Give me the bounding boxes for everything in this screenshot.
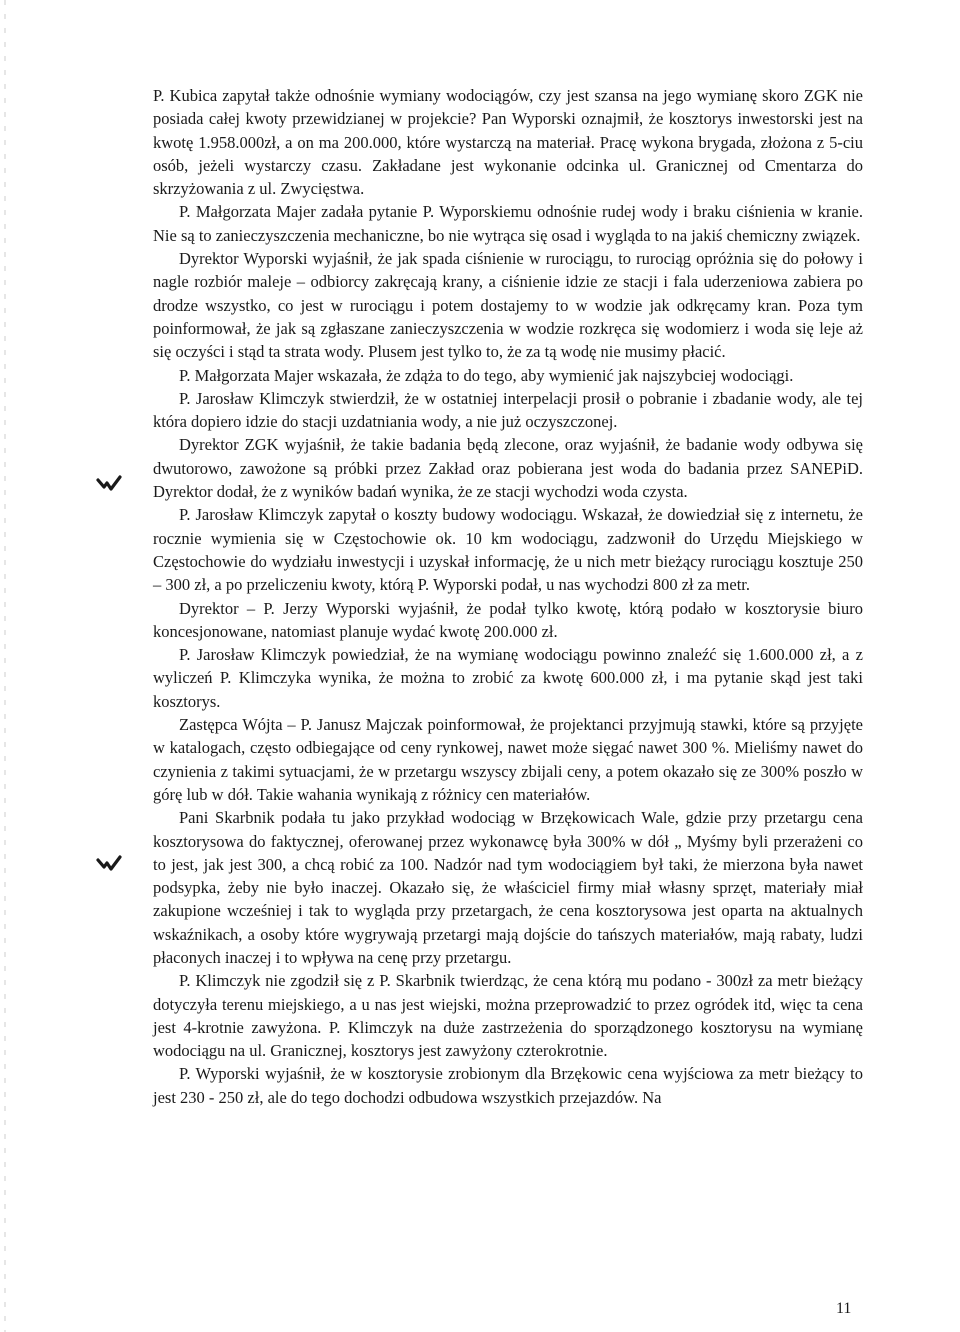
scan-edge-artifact [4, 0, 6, 1332]
page-number: 11 [836, 1300, 852, 1317]
paragraph: P. Małgorzata Majer wskazała, że zdąża to do tego, aby wymienić jak najszybciej wodociągi. [179, 365, 794, 385]
paragraph: P. Jarosław Klimczyk zapytał o koszty budowy wodociągu. Wskazał, że dowiedział się z internetu, że rocznie wymienia się w Częstochowie ok. 10 km wodociągu, zadzwonił do Urzędu Miejskiego w Częstochowie do wydziału inwestycji i uzyskał informację, że u nich metr bieżący rurociągu kosztuje 250 – 300 zł, a po przeliczeniu kwoty, którą P. Wyporski podał, u nas wychodzi 800 zł za metr. [153, 505, 863, 595]
paragraph: Dyrektor Wyporski wyjaśnił, że jak spada ciśnienie w rurociągu, to rurociąg opróżnia się do połowy i nagle rozbiór maleje – odbiorcy zakręcają krany, a ciśnienie idzie ze stacji i fala uderzeniowa zabiera po drodze wszystko, co jest w rurociągu i potem dostajemy to w wodzie jak odkręcamy kran. Poza tym poinformował, że jak są zgłaszane zanieczyszczenia w wodzie rozkręca się wodomierz i woda się leje aż się oczyści i stąd ta strata wody. Plusem jest tylko to, że za tą wodę nie musimy płacić. [153, 249, 863, 362]
paragraph: P. Kubica zapytał także odnośnie wymiany wodociągów, czy jest szansa na jego wymianę skoro ZGK nie posiada całej kwoty przewidzianej w projekcie? Pan Wyporski oznajmił, że kosztorys inwestorski jest na kwotę 1.958.000zł, a on ma 200.000, które wystarczą na materiał. Pracę wykona brygada, złożona z 5-ciu osób, jeżeli wystarczy czasu. Zakładane jest wykonanie odcinka ul. Granicznej od Cmentarza do skrzyżowania z ul. Zwycięstwa. [153, 86, 863, 199]
checkmark-icon [96, 474, 122, 494]
paragraph: P. Jarosław Klimczyk stwierdził, że w ostatniej interpelacji prosił o pobranie i zbadanie wody, ale tej która dopiero idzie do stacji uzdatniania wody, a nie już oczyszczonej. [153, 388, 863, 432]
paragraph: P. Jarosław Klimczyk powiedział, że na wymianę wodociągu powinno znaleźć się 1.600.000 zł, a z wyliczeń P. Klimczyka wynika, że można to zrobić za kwotę 600.000 zł, i ma pytanie skąd jest taki kosztorys. [153, 645, 863, 711]
paragraph: Zastępca Wójta – P. Janusz Majczak poinformował, że projektanci przyjmują stawki, które są przyjęte w katalogach, często odbiegające od ceny rynkowej, nawet może sięgać nawet 300 %. Mieliśmy nawet do czynienia z takimi sytuacjami, że w przetargu wszyscy zbijali ceny, a potem okazało się ze 300% poszło w górę lub w dół. Takie wahania wynikają z różnicy cen materiałów. [153, 715, 863, 804]
paragraph: P. Małgorzata Majer zadała pytanie P. Wyporskiemu odnośnie rudej wody i braku ciśnienia w kranie. Nie są to zanieczyszczenia mechaniczne, bo nie wytrąca się osad i wygląda to na jakiś chemiczny związek. [153, 202, 863, 245]
paragraph: Dyrektor – P. Jerzy Wyporski wyjaśnił, że podał tylko kwotę, którą podało w kosztorysie biuro koncesjonowane, natomiast planuje wydać kwotę 200.000 zł. [153, 598, 863, 641]
paragraph: P. Wyporski wyjaśnił, że w kosztorysie zrobionym dla Brzękowic cena wyjściowa za metr bieżący to jest 230 - 250 zł, ale do tego dochodzi odbudowa wszystkich przejazdów. Na [153, 1064, 863, 1107]
paragraph: Dyrektor ZGK wyjaśnił, że takie badania będą zlecone, oraz wyjaśnił, że badanie wody odbywa się dwutorowo, zawożone są próbki przez Zakład oraz pobierana jest woda do badania przez SANEPiD. Dyrektor dodał, że z wyników badań wynika, że ze stacji wychodzi woda czysta. [153, 435, 863, 502]
paragraph: Pani Skarbnik podała tu jako przykład wodociąg w Brzękowicach Wale, gdzie przy przetargu cena kosztorysowa do faktycznej, oferowanej przez wykonawcę była 300% w dół „ Myśmy byli przerażeni co to jest, jak jest 300, a chcą robić za 100. Nadzór nad tym wodociągiem był taki, że mierzona była nawet podsypka, żeby nie było inaczej. Okazało się, że właściciel firmy miał własny sprzęt, materiały miał zakupione wcześniej i tak to wygląda przy przetargach, że cena kosztorysowa jest oparta na aktualnych wskaźnikach, a osoby które wygrywają przetargi mają dojście do tańszych materiałów, mają rabaty, ludzi płaconych inaczej i to wpływa na cenę przy przetargu. [153, 808, 863, 967]
paragraph: P. Klimczyk nie zgodził się z P. Skarbnik twierdząc, że cena którą mu podano - 300zł za metr bieżący dotyczyła terenu miejskiego, a u nas jest wiejski, można przeprowadzić to przez ogródek itd, więc ta cena jest 4-krotnie zawyżona. P. Klimczyk na duże zastrzeżenia do sporządzonego kosztorysu na wymianę wodociągu na ul. Granicznej, kosztorys jest zawyżony czterokrotnie. [153, 971, 863, 1061]
checkmark-icon [96, 854, 122, 874]
document-body [153, 84, 863, 1109]
